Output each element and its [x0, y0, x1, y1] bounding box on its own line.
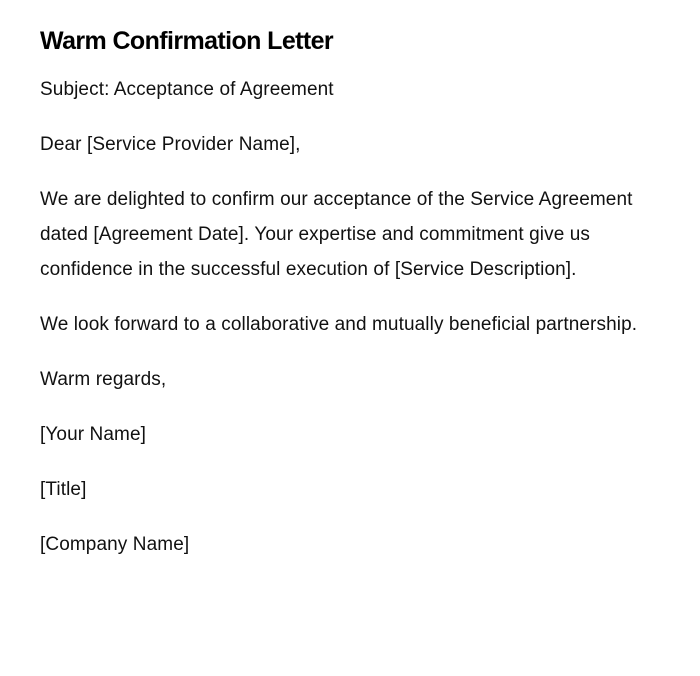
letter-salutation: Dear [Service Provider Name], — [40, 134, 301, 155]
signature-title: [Title] — [40, 479, 87, 500]
signature-company: [Company Name] — [40, 534, 190, 555]
letter-body-paragraph-1: We are delighted to confirm our acceptance of the Service Agreement dated [Agreement Date]. Your expertise and commitment give us confidence in the successful execution of [Service Description]. — [40, 189, 633, 280]
letter-body-paragraph-2: We look forward to a collaborative and mutually beneficial partnership. — [40, 314, 638, 335]
letter-title: Warm Confirmation Letter — [40, 27, 334, 55]
letter-closing: Warm regards, — [40, 369, 167, 390]
signature-name: [Your Name] — [40, 424, 147, 445]
letter-subject: Subject: Acceptance of Agreement — [40, 79, 334, 100]
letter-document — [40, 24, 660, 582]
